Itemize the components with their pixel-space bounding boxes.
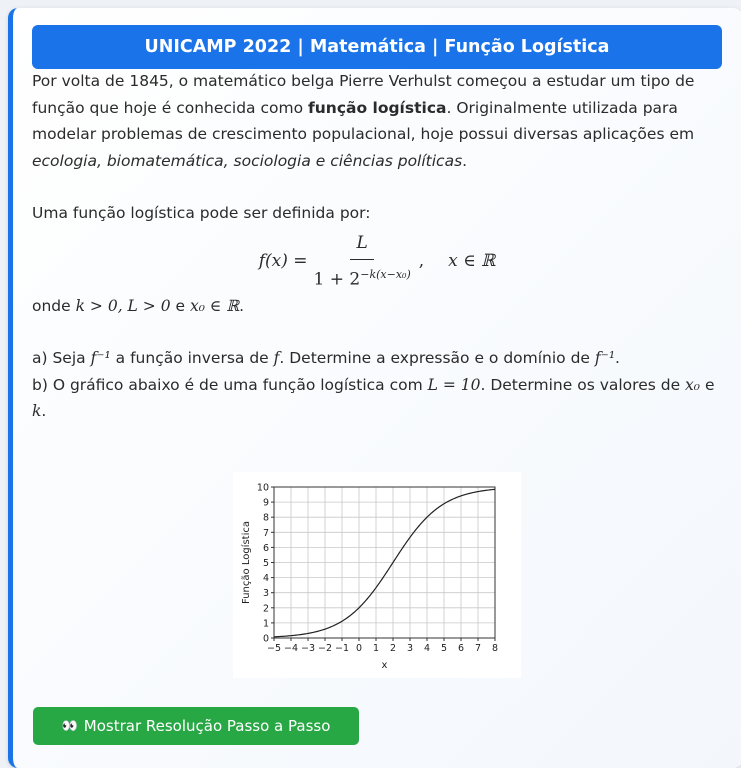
page-title	[32, 25, 722, 69]
y-tick-label: 8	[262, 512, 269, 524]
formula-denominator: $1 + 2^{-k(x-x_0)}$	[313, 267, 411, 290]
x-tick-label: 3	[406, 643, 414, 654]
logistic-curve	[274, 489, 495, 637]
button-label: Mostrar Resolução Passo a Passo	[83, 717, 331, 735]
conditions-text: onde k > 0, L > 0 e x₀ ∈ ℝ.	[32, 296, 245, 315]
y-tick-label: 3	[262, 588, 269, 600]
y-tick-label: 2	[262, 603, 269, 615]
y-axis-label: Função Logística	[241, 521, 252, 604]
y-tick-label: 9	[262, 497, 269, 509]
x-tick-label: 2	[389, 643, 397, 654]
intro-paragraph: Por volta de 1845, o matemático belga Pierre Verhulst começou a estudar um tipo de função que hoje é conhecida como função logística. Originalmente utilizada para modelar problemas de crescimento populacional, hoje possui diversas aplicações em ecologia, biomatemática, sociologia e ciências políticas.	[32, 72, 695, 170]
x-tick-label: 5	[440, 643, 448, 654]
show-solution-button[interactable]	[33, 707, 359, 745]
x-tick-label: 0	[355, 643, 363, 654]
title-text: UNICAMP 2022 | Matemática | Função Logística	[144, 37, 610, 57]
x-tick-label: −5	[266, 643, 282, 654]
chart-svg	[233, 472, 521, 678]
y-tick-label: 1	[262, 618, 269, 630]
formula-fraction	[314, 230, 411, 293]
formula-domain: x ∈ ℝ	[448, 251, 496, 272]
y-tick-label: 4	[262, 573, 269, 585]
x-tick-label: 1	[372, 643, 380, 654]
bold-term: função logística	[308, 98, 447, 117]
x-tick-label: −2	[317, 643, 333, 654]
x-tick-label: −3	[300, 643, 316, 654]
logistic-chart	[233, 472, 521, 678]
x-tick-label: 4	[423, 643, 431, 654]
y-tick-label: 7	[262, 527, 269, 539]
x-tick-label: 8	[491, 643, 499, 654]
eyes-icon: 👀	[61, 718, 78, 734]
x-axis-label: x	[381, 660, 388, 671]
italic-fields: ecologia, biomatemática, sociologia e ciências políticas	[32, 151, 463, 170]
logistic-formula: f(x) = $\frac{L}{1 + 2^{-k(x-x_0)}}$ , x ∈ ℝ	[32, 231, 722, 293]
question-b: b) O gráfico abaixo é de uma função logística com L = 10. Determine os valores de x₀ e k.	[32, 375, 715, 420]
y-tick-label: 10	[256, 482, 269, 494]
problem-content	[32, 68, 722, 425]
x-tick-label: −4	[283, 643, 299, 654]
x-tick-label: 6	[457, 643, 465, 654]
x-tick-label: 7	[474, 643, 482, 654]
question-a: a) Seja f⁻¹ a função inversa de f. Determine a expressão e o domínio de f⁻¹.	[32, 349, 620, 367]
definition-text: Uma função logística pode ser definida por:	[32, 204, 371, 222]
y-tick-label: 6	[262, 542, 269, 554]
formula-numerator: L	[350, 230, 373, 260]
x-tick-label: −1	[334, 643, 350, 654]
y-tick-label: 5	[262, 558, 269, 569]
y-tick-label: 0	[262, 633, 269, 645]
